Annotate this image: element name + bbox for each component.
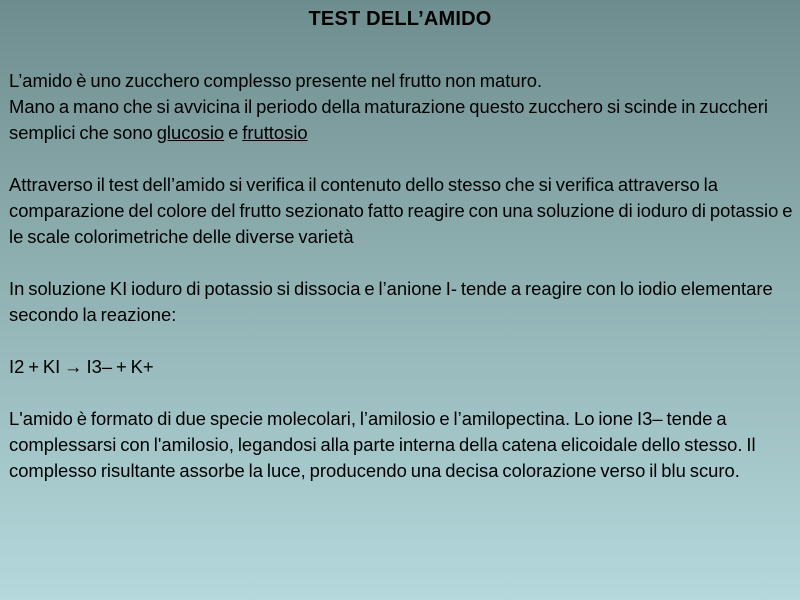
paragraph-intro (9, 68, 794, 146)
paragraph-test-method: Attraverso il test dell’amido si verifica il contenuto dello stesso che si verifica attraverso la comparazione del colore del frutto sezionato fatto reagire con una soluzione di ioduro di potassio e le scale colorimetriche delle diverse varietà (9, 174, 793, 247)
paragraph-amylose: L'amido è formato di due specie molecolari, l’amilosio e l’amilopectina. Lo ione I3– tende a complessarsi con l'amilosio, legandosi alla parte interna della catena elicoidale dello stesso. Il complesso risultante assorbe la luce, producendo una decisa colorazione verso il blu scuro. (9, 408, 756, 481)
conjunction-text: e (224, 122, 243, 143)
reaction-equation: I2 + KI → I3– + K+ (9, 356, 154, 377)
paragraph-ki-solution: In soluzione KI ioduro di potassio si dissocia e l’anione I- tende a reagire con lo iodio elementare secondo la reazione: (9, 278, 773, 325)
intro-line-2: Mano a mano che si avvicina il periodo della maturazione questo zucchero si scinde in zuccheri semplici che sono (9, 96, 768, 143)
slide-body (9, 68, 794, 484)
slide-title: TEST DELL’AMIDO (308, 8, 492, 30)
fruttosio-link[interactable]: fruttosio (242, 122, 308, 143)
glucosio-link[interactable]: glucosio (156, 122, 225, 143)
intro-line-1: L’amido è uno zucchero complesso presente nel frutto non maturo. (9, 70, 543, 91)
